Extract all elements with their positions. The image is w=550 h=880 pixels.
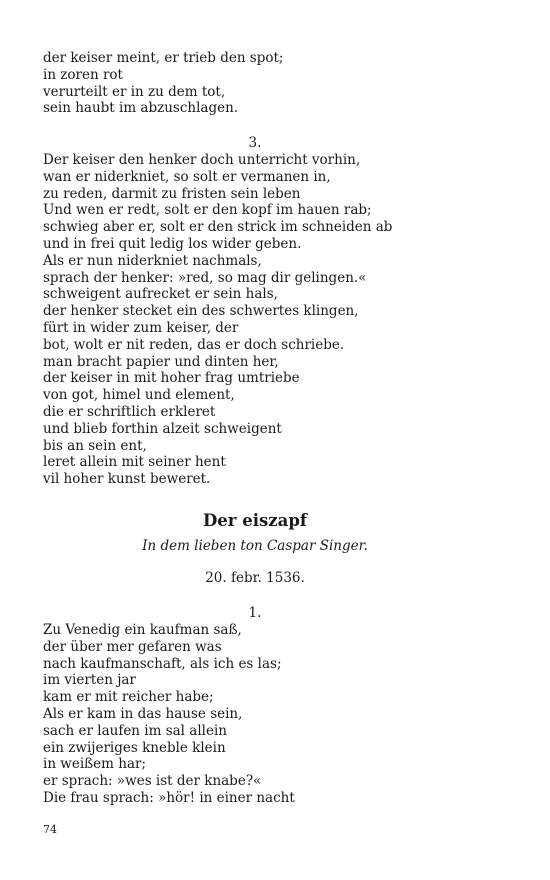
stanza-number-3: 3. <box>248 135 262 151</box>
stanza-number-1: 1. <box>248 605 262 621</box>
verse-line: sach er laufen im sal allein <box>43 722 227 739</box>
verse-line: man bracht papier und dinten her, <box>43 353 279 370</box>
poem-title: Der eiszapf <box>203 511 307 530</box>
verse-block-top <box>43 50 503 117</box>
stanza-1 <box>43 622 503 807</box>
verse-line: Die frau sprach: »hör! in einer nacht <box>43 789 295 806</box>
verse-line: ein zwijeriges kneble klein <box>43 739 226 756</box>
verse-line: schweigent aufrecket er sein hals, <box>43 286 278 303</box>
verse-line: die er schriftlich erkleret <box>43 403 216 420</box>
verse-line: und in frei quit ledig los wider geben. <box>43 235 302 252</box>
verse-line: bis an sein ent, <box>43 437 147 454</box>
verse-line: er sprach: »wes ist der knabe?« <box>43 773 262 790</box>
verse-line: Der keiser den henker doch unterricht vorhin, <box>43 152 361 168</box>
verse-line: fürt in wider zum keiser, der <box>43 319 239 336</box>
verse-line: schwieg aber er, solt er den strick im schneiden ab <box>43 219 393 236</box>
verse-line: leret allein mit seiner hent <box>43 454 226 471</box>
verse-line: Und wen er redt, solt er den kopf im hauen rab; <box>43 202 372 219</box>
verse-line: in zoren rot <box>43 66 123 83</box>
verse-line: der keiser in mit hoher frag umtriebe <box>43 370 300 387</box>
page-number: 74 <box>43 823 57 836</box>
verse-line: wan er niderkniet, so solt er vermanen in, <box>43 168 331 185</box>
verse-line: Als er kam in das hause sein, <box>43 705 243 722</box>
verse-line: von got, himel und element, <box>43 387 235 404</box>
verse-line: nach kaufmanschaft, als ich es las; <box>43 655 282 672</box>
verse-line: in weißem har; <box>43 756 147 773</box>
poem-date: 20. febr. 1536. <box>205 570 305 586</box>
verse-line: im vierten jar <box>43 672 136 689</box>
stanza-3 <box>43 152 503 488</box>
verse-line: verurteilt er in zu dem tot, <box>43 83 226 100</box>
verse-line: bot, wolt er nit reden, das er doch schriebe. <box>43 336 345 353</box>
verse-line: der über mer gefaren was <box>43 638 222 655</box>
verse-line: der keiser meint, er trieb den spot; <box>43 50 284 66</box>
verse-line: kam er mit reicher habe; <box>43 689 214 706</box>
verse-line: sprach der henker: »red, so mag dir gelingen.« <box>43 269 367 286</box>
verse-line: zu reden, darmit zu fristen sein leben <box>43 185 301 202</box>
verse-line: und blieb forthin alzeit schweigent <box>43 420 282 437</box>
poem-subtitle: In dem lieben ton Caspar Singer. <box>142 538 368 554</box>
verse-line: der henker stecket ein des schwertes klingen, <box>43 303 359 320</box>
verse-line: Als er nun niderkniet nachmals, <box>43 252 262 269</box>
verse-line: Zu Venedig ein kaufman saß, <box>43 622 242 638</box>
verse-line: sein haubt im abzuschlagen. <box>43 100 239 117</box>
verse-line: vil hoher kunst beweret. <box>43 471 211 488</box>
